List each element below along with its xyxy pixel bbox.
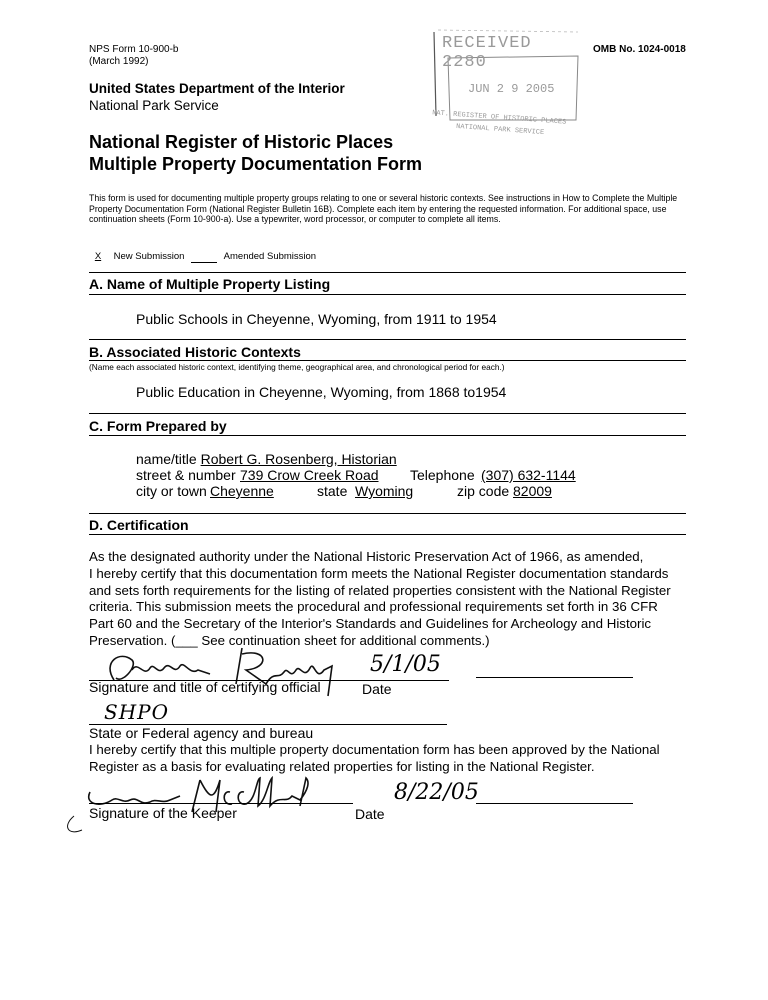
telephone-label: Telephone — [410, 467, 475, 483]
new-submission-label: New Submission — [113, 251, 185, 262]
stamp-received: RECEIVED 2280 — [442, 34, 532, 72]
date1-label: Date — [362, 681, 392, 697]
state-label: state — [317, 483, 348, 499]
name-title-label: name/title — [136, 451, 197, 467]
section-b-heading: B. Associated Historic Contexts — [89, 344, 301, 360]
new-submission-checkbox[interactable]: X — [94, 251, 102, 262]
section-c-heading: C. Form Prepared by — [89, 418, 227, 434]
city-value: Cheyenne — [210, 483, 274, 499]
extra-line1 — [476, 677, 633, 678]
submission-row — [89, 251, 316, 263]
received-stamp — [428, 28, 580, 146]
certifying-date-handwritten: 5/1/05 — [370, 652, 441, 677]
page-title-line1: National Register of Historic Places — [89, 132, 394, 152]
omb-number: OMB No. 1024-0018 — [593, 44, 686, 55]
name-title-value: Robert G. Rosenberg, Historian — [200, 451, 397, 467]
approval-line: I hereby certify that this multiple property documentation form has been approved by the National — [89, 742, 660, 757]
section-c-bottom-rule — [89, 435, 686, 436]
stamp-date: JUN 2 9 2005 — [468, 82, 555, 96]
service-name: National Park Service — [89, 98, 219, 113]
section-d-top-rule — [89, 513, 686, 514]
section-b-mid-rule — [89, 360, 686, 361]
keeper-label: Signature of the Keeper — [89, 805, 237, 821]
section-d-bottom-rule — [89, 534, 686, 535]
cert-line: Preservation. (___ See continuation sheet for additional comments.) — [89, 632, 490, 648]
amended-submission-checkbox[interactable] — [191, 251, 217, 263]
section-d-heading: D. Certification — [89, 517, 189, 533]
section-a-heading: A. Name of Multiple Property Listing — [89, 276, 331, 292]
signature1-label: Signature and title of certifying official — [89, 679, 321, 695]
form-date: (March 1992) — [89, 56, 149, 67]
cert-line: criteria. This submission meets the procedural and professional requirements set forth in 36 CFR — [89, 599, 658, 615]
instructions: This form is used for documenting multiple property groups relating to one or several historic contexts. See instructions in How to Complete the Multiple Property Documentation Form (National Register Bulletin 16B). Complete each item by entering the requested information. For additional space, use continuation sheets (Form 10-900-a). Use a typewriter, word processor, or computer to complete all items. — [89, 193, 678, 225]
zip-value: 82009 — [513, 483, 552, 499]
approval-line: Register as a basis for evaluating related properties for listing in the National Register. — [89, 758, 595, 774]
amended-submission-label: Amended Submission — [223, 251, 317, 262]
street-value: 739 Crow Creek Road — [240, 467, 379, 483]
historic-context: Public Education in Cheyenne, Wyoming, from 1868 to1954 — [136, 384, 507, 400]
cert-line: I hereby certify that this documentation form meets the National Register documentation standards — [89, 565, 669, 581]
section-a-bottom-rule — [89, 294, 686, 295]
section-b-note: (Name each associated historic context, identifying theme, geographical area, and chronological period for each.) — [89, 362, 505, 372]
certification-paragraph — [89, 549, 671, 650]
agency-label: State or Federal agency and bureau — [89, 725, 314, 741]
signature2-line — [89, 803, 353, 804]
section-c-top-rule — [89, 413, 686, 414]
street-label: street & number — [136, 467, 236, 483]
agency-handwritten: SHPO — [104, 700, 169, 724]
section-a-top-rule — [89, 272, 686, 273]
form-number: NPS Form 10-900-b — [89, 44, 179, 55]
keeper-date-handwritten: 8/22/05 — [394, 780, 479, 805]
city-label: city or town — [136, 483, 207, 499]
cert-line: and sets forth requirements for the listing of related properties consistent with the National Register — [89, 582, 671, 598]
cert-line: Part 60 and the Secretary of the Interior's Standards and Guidelines for Archeology and Historic — [89, 616, 652, 632]
section-b-top-rule — [89, 339, 686, 340]
preparer-name-row — [136, 451, 397, 467]
date2-label: Date — [355, 806, 385, 822]
zip-label: zip code — [457, 483, 510, 499]
stamp-service: NATIONAL PARK SERVICE — [455, 122, 545, 138]
date2-line — [476, 803, 633, 804]
state-value: Wyoming — [355, 483, 414, 499]
multiple-property-name: Public Schools in Cheyenne, Wyoming, from 1911 to 1954 — [136, 311, 497, 327]
department-name: United States Department of the Interior — [89, 81, 345, 96]
cert-line: As the designated authority under the National Historic Preservation Act of 1966, as amended, — [89, 549, 644, 564]
page-title-line2: Multiple Property Documentation Form — [89, 154, 423, 174]
stamp-register: NAT. REGISTER OF HISTORIC PLACES — [431, 109, 567, 127]
telephone-value: (307) 632-1144 — [481, 467, 576, 483]
